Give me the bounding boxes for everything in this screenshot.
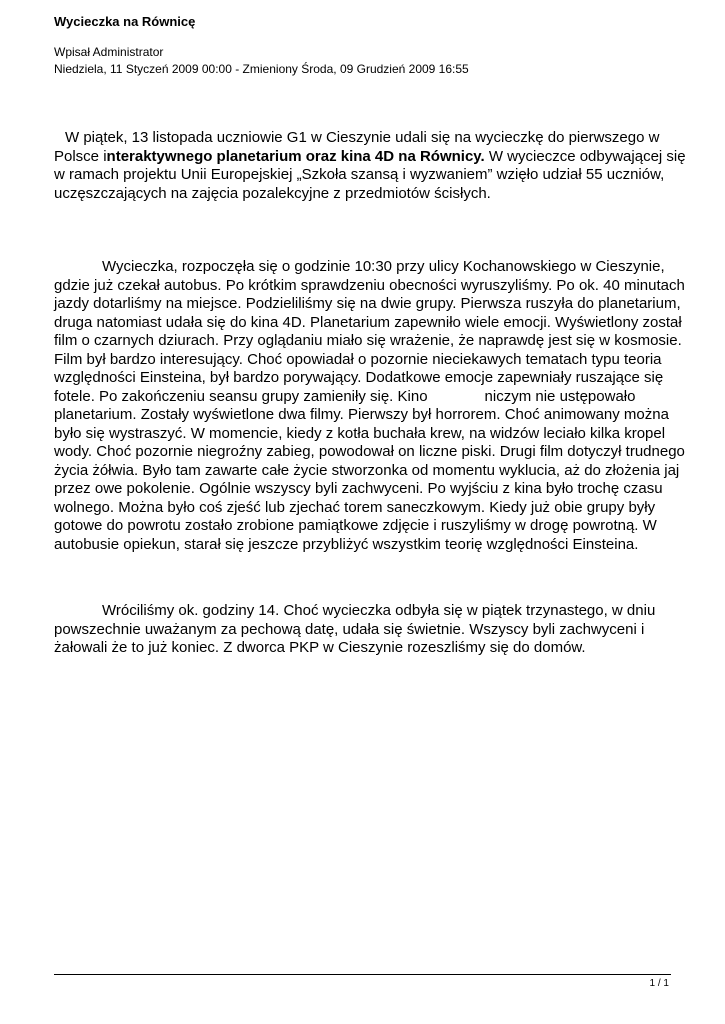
paragraph-line: jazdy dotarliśmy na miejsce. Podzieliliśmy się na dwie grupy. Pierwsza ruszyła do planetarium, (54, 295, 681, 312)
paragraph-line: względności Einsteina, był bardzo porywający. Dodatkowe emocje zapewniały ruszające się (54, 369, 664, 386)
page-number: 1 / 1 (649, 978, 669, 989)
paragraph-line: żałowali że to już koniec. Z dworca PKP w Cieszynie rozeszliśmy się do domów. (54, 639, 586, 656)
article-dates: Niedziela, 11 Styczeń 2009 00:00 - Zmieniony Środa, 09 Grudzień 2009 16:55 (54, 62, 469, 76)
paragraph-line: W piątek, 13 listopada uczniowie G1 w Cieszynie udali się na wycieczkę do pierwszego w (65, 129, 660, 146)
paragraph-1 (54, 129, 686, 203)
paragraph-line: Film był bardzo interesujący. Choć opowiadał o pozornie nieciekawych tematach typu teoria (54, 350, 662, 368)
article-author: Wpisał Administrator (54, 45, 164, 59)
paragraph-line: film o czarnych dziurach. Przy oglądaniu miało się wrażenie, że naprawdę jest się w kosmosie. (54, 332, 682, 349)
footer-divider (54, 974, 671, 975)
text-run: Polsce i (54, 147, 107, 165)
paragraph-line: druga natomiast udała się do kina 4D. Planetarium zapewniło wiele emocji. Wyświetlony został (54, 313, 682, 331)
paragraph-line: uczęszczających na zajęcia pozalekcyjne z przedmiotów ścisłych. (54, 184, 491, 202)
text-run: W wycieczce odbywającej się (484, 147, 686, 165)
paragraph-line: gdzie już czekał autobus. Po krótkim sprawdzeniu obecności wyruszyliśmy. Po ok. 40 minutach (54, 276, 685, 294)
text-run: fotele. Po zakończeniu seansu grupy zamieniły się. Kino (54, 387, 428, 405)
paragraph-line: autobusie opiekun, starał się jeszcze przybliżyć wszystkim teorię względności Einsteina. (54, 535, 639, 553)
paragraph-line: życia żółwia. Było tam zawarte całe życie stworzonka od momentu wyklucia, aż do złożenia jaj (54, 461, 680, 479)
paragraph-line (54, 147, 686, 167)
paragraph-line: było się wystraszyć. W momencie, kiedy z kotła buchała krew, na widzów leciało kilka kropel (54, 424, 666, 442)
paragraph-line: wolnego. Można było coś zjeść lub zjechać torem saneczkowym. Kiedy już obie grupy były (54, 498, 656, 516)
paragraph-line: Wróciliśmy ok. godziny 14. Choć wycieczka odbyła się w piątek trzynastego, w dniu (102, 602, 656, 619)
paragraph-line: gotowe do powrotu zostało zrobione pamiątkowe zdjęcie i ruszyliśmy w drogę powrotną. W (54, 517, 657, 534)
paragraph-line (54, 388, 674, 407)
paragraph-line: Wycieczka, rozpoczęła się o godzinie 10:30 przy ulicy Kochanowskiego w Cieszynie, (102, 258, 665, 275)
article-title: Wycieczka na Równicę (54, 14, 196, 29)
bold-text-run: nteraktywnego planetarium oraz kina 4D na Równicy. (106, 147, 485, 165)
paragraph-line: przez owe pokolenie. Ogólnie wszyscy byli zachwyceni. Po wyjściu z kina było trochę czasu (54, 480, 663, 497)
paragraph-line: powszechnie uważanym za pechową datę, udała się świetnie. Wszyscy byli zachwyceni i (54, 620, 645, 638)
paragraph-2 (54, 258, 685, 554)
paragraph-line: w ramach projektu Unii Europejskiej „Szkoła szansą i wyzwaniem” wzięło udział 55 uczniów, (54, 166, 665, 183)
text-run: niczym nie ustępowało (484, 387, 636, 405)
paragraph-3 (54, 602, 674, 658)
paragraph-line: planetarium. Zostały wyświetlone dwa filmy. Pierwszy był horrorem. Choć animowany można (54, 406, 669, 423)
paragraph-line: wody. Choć pozornie niegroźny zabieg, powodował on liczne piski. Drugi film dotyczył trudnego (54, 443, 685, 460)
